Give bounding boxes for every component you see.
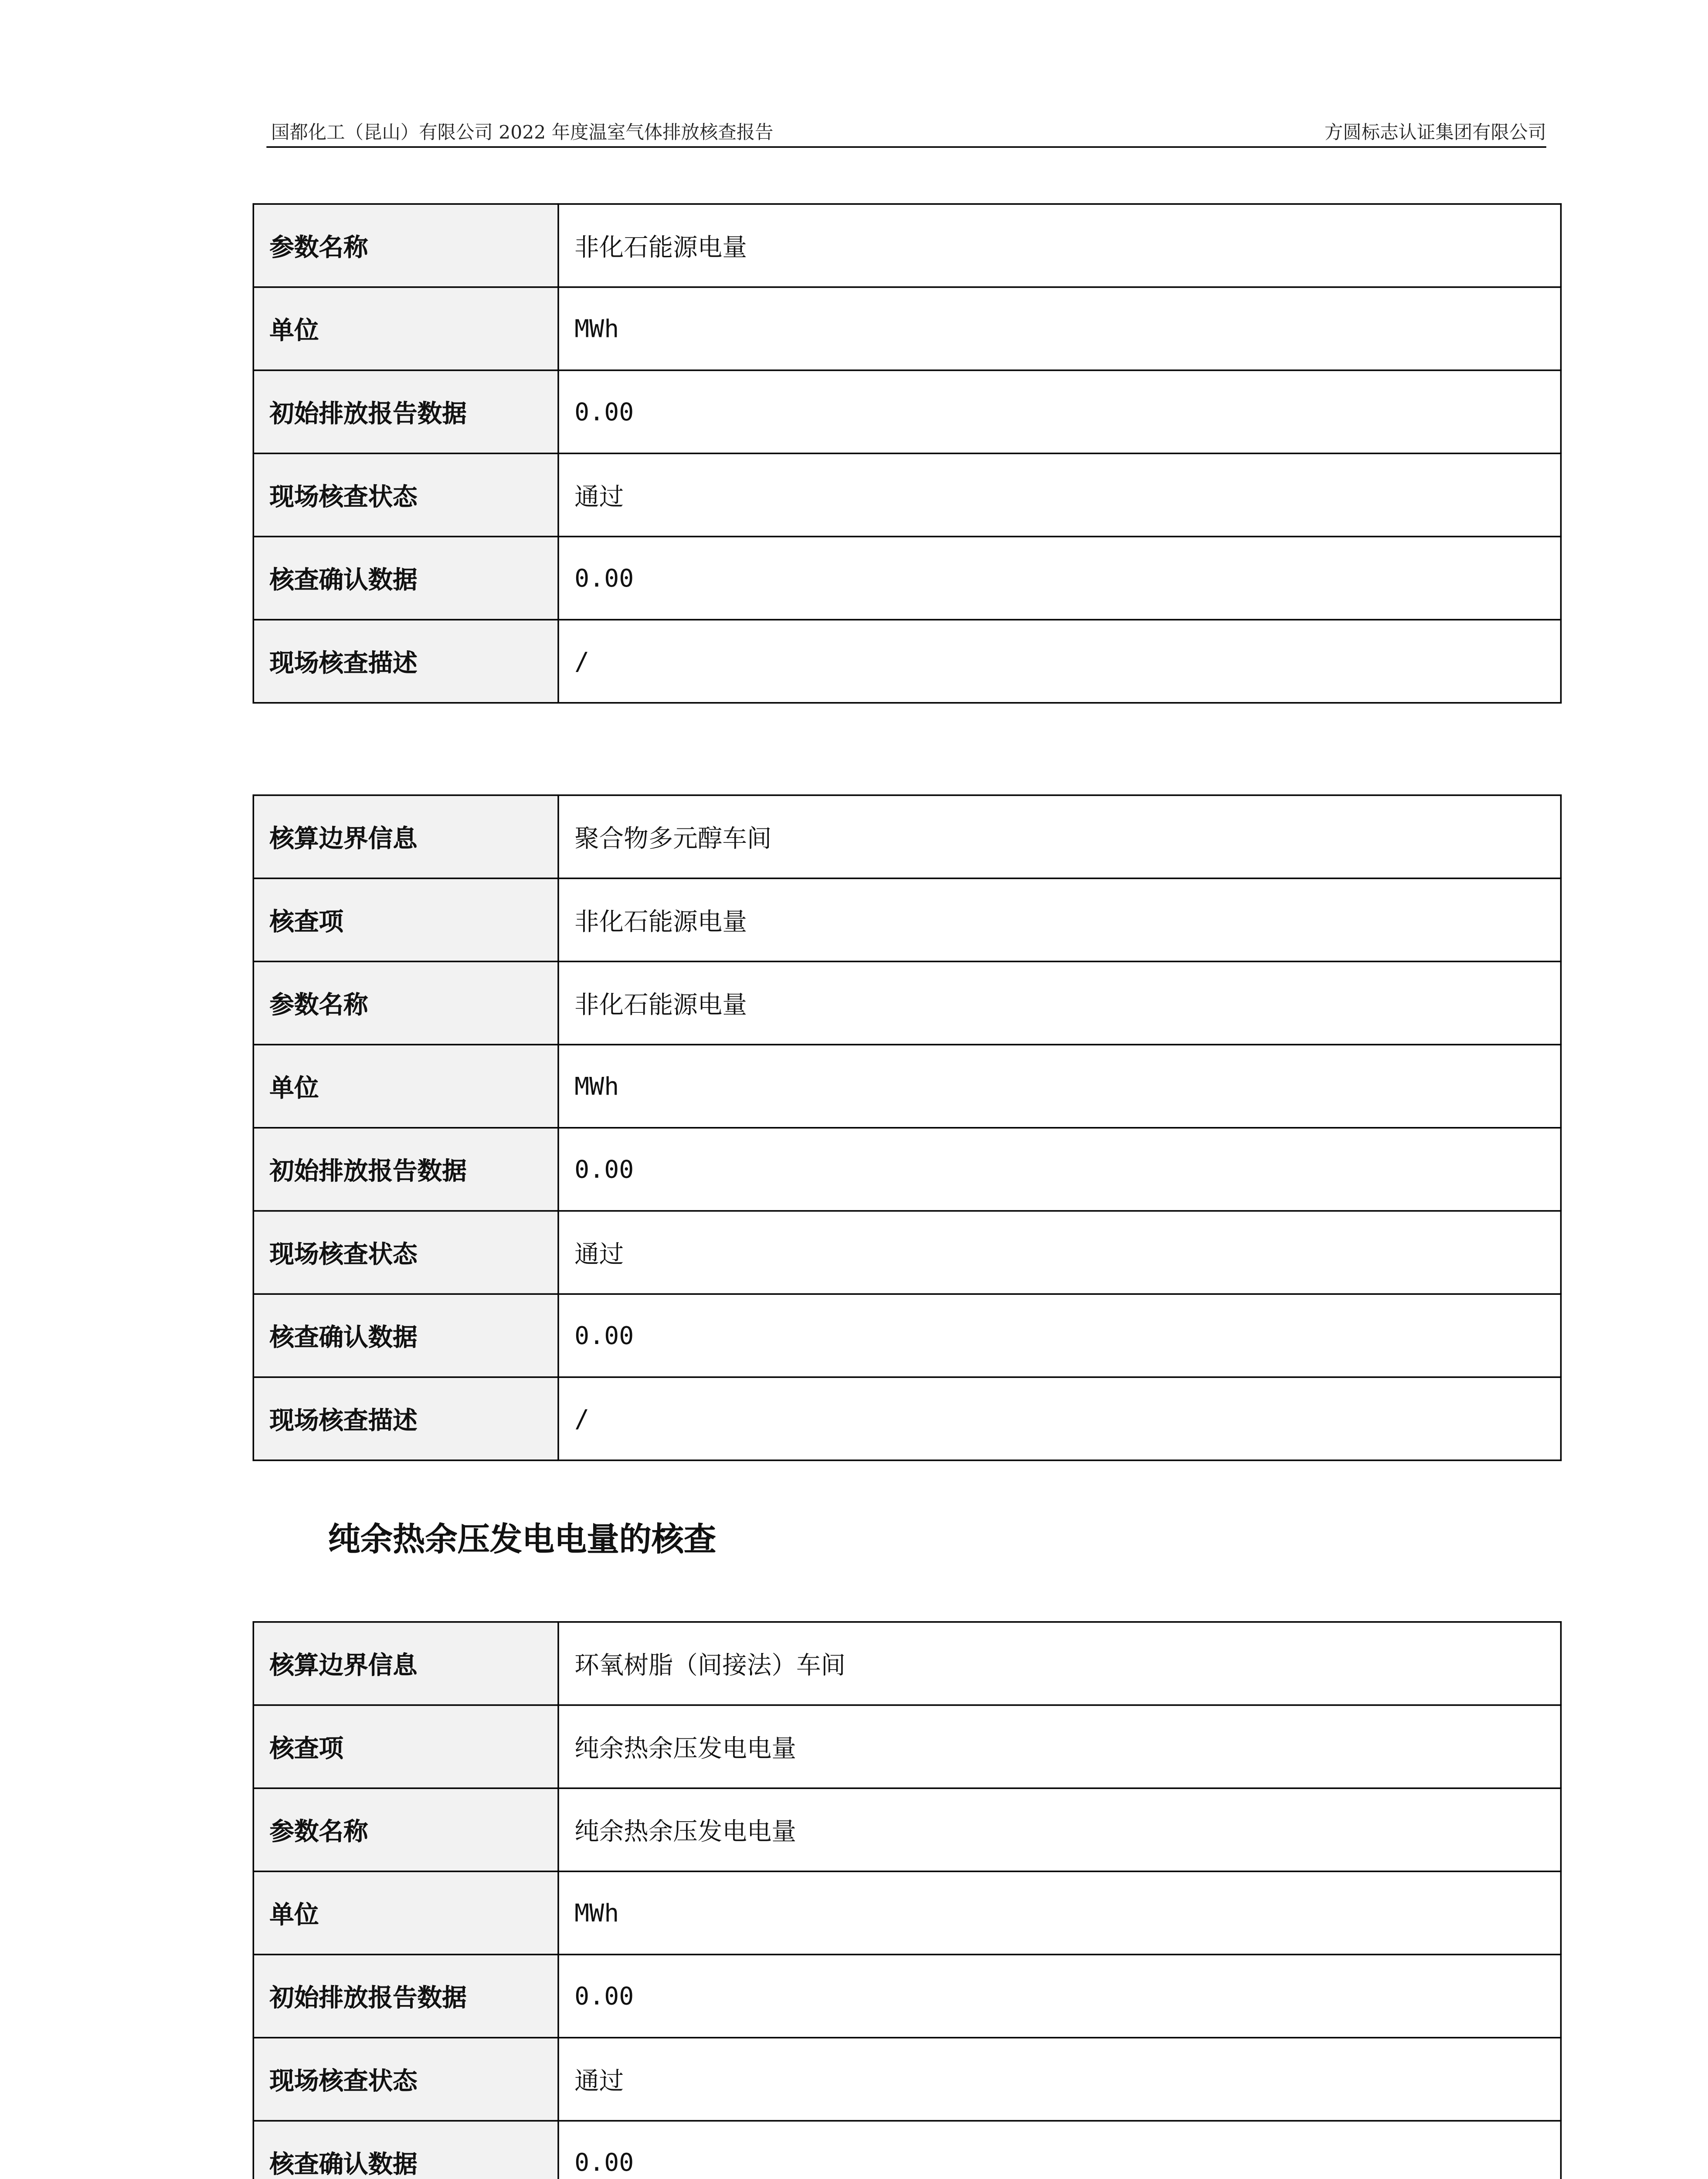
row-value: 环氧树脂（间接法）车间 — [558, 1622, 1561, 1705]
table-row — [253, 1622, 1561, 1705]
row-label: 现场核查描述 — [253, 620, 558, 703]
table-row — [253, 2121, 1561, 2179]
row-label: 初始排放报告数据 — [253, 1128, 558, 1211]
row-label: 参数名称 — [253, 1788, 558, 1871]
row-value: MWh — [558, 1045, 1561, 1128]
table-row — [253, 453, 1561, 536]
row-label: 现场核查描述 — [253, 1377, 558, 1460]
row-value: MWh — [558, 287, 1561, 370]
row-label: 单位 — [253, 1871, 558, 1955]
table-row — [253, 1211, 1561, 1294]
table-row — [253, 1128, 1561, 1211]
row-label: 核查确认数据 — [253, 2121, 558, 2179]
row-label: 核算边界信息 — [253, 795, 558, 879]
row-value: 通过 — [558, 453, 1561, 536]
row-value: 0.00 — [558, 1128, 1561, 1211]
row-label: 现场核查状态 — [253, 453, 558, 536]
row-label: 现场核查状态 — [253, 1211, 558, 1294]
section-heading: 纯余热余压发电电量的核查 — [328, 1519, 716, 1558]
row-label: 核查确认数据 — [253, 536, 558, 620]
row-label: 核查项 — [253, 1705, 558, 1789]
row-label: 单位 — [253, 287, 558, 370]
row-value: 非化石能源电量 — [558, 204, 1561, 287]
row-value: 0.00 — [558, 536, 1561, 620]
row-value: 0.00 — [558, 370, 1561, 454]
row-value: / — [558, 1377, 1561, 1460]
row-value: 0.00 — [558, 1955, 1561, 2038]
row-value: 非化石能源电量 — [558, 961, 1561, 1045]
table-row — [253, 370, 1561, 454]
table-row — [253, 1294, 1561, 1377]
row-value: 非化石能源电量 — [558, 878, 1561, 961]
row-label: 现场核查状态 — [253, 2038, 558, 2121]
row-value: 通过 — [558, 2038, 1561, 2121]
table-row — [253, 204, 1561, 287]
verification-table-1 — [253, 203, 1562, 703]
row-label: 初始排放报告数据 — [253, 370, 558, 454]
row-value: / — [558, 620, 1561, 703]
row-value: 纯余热余压发电电量 — [558, 1788, 1561, 1871]
table-row — [253, 878, 1561, 961]
row-value: 通过 — [558, 1211, 1561, 1294]
row-value: 聚合物多元醇车间 — [558, 795, 1561, 879]
row-label: 参数名称 — [253, 961, 558, 1045]
row-value: 纯余热余压发电电量 — [558, 1705, 1561, 1789]
row-label: 核查确认数据 — [253, 1294, 558, 1377]
table-row — [253, 2038, 1561, 2121]
row-label: 核查项 — [253, 878, 558, 961]
table-row — [253, 1705, 1561, 1789]
table-row — [253, 1788, 1561, 1871]
table-row — [253, 1045, 1561, 1128]
table-row — [253, 536, 1561, 620]
row-label: 单位 — [253, 1045, 558, 1128]
running-header-title: 国都化工（昆山）有限公司 2022 年度温室气体排放核查报告 — [271, 122, 774, 143]
verification-table-3 — [253, 1621, 1562, 2179]
table-row — [253, 1377, 1561, 1460]
row-label: 核算边界信息 — [253, 1622, 558, 1705]
verification-table-2 — [253, 794, 1562, 1461]
row-label: 参数名称 — [253, 204, 558, 287]
table-row — [253, 620, 1561, 703]
table-row — [253, 287, 1561, 370]
table-row — [253, 961, 1561, 1045]
table-row — [253, 1955, 1561, 2038]
row-label: 初始排放报告数据 — [253, 1955, 558, 2038]
table-row — [253, 795, 1561, 879]
row-value: 0.00 — [558, 2121, 1561, 2179]
running-header-company: 方圆标志认证集团有限公司 — [1324, 122, 1546, 143]
row-value: MWh — [558, 1871, 1561, 1955]
row-value: 0.00 — [558, 1294, 1561, 1377]
header-rule — [266, 146, 1546, 148]
table-row — [253, 1871, 1561, 1955]
